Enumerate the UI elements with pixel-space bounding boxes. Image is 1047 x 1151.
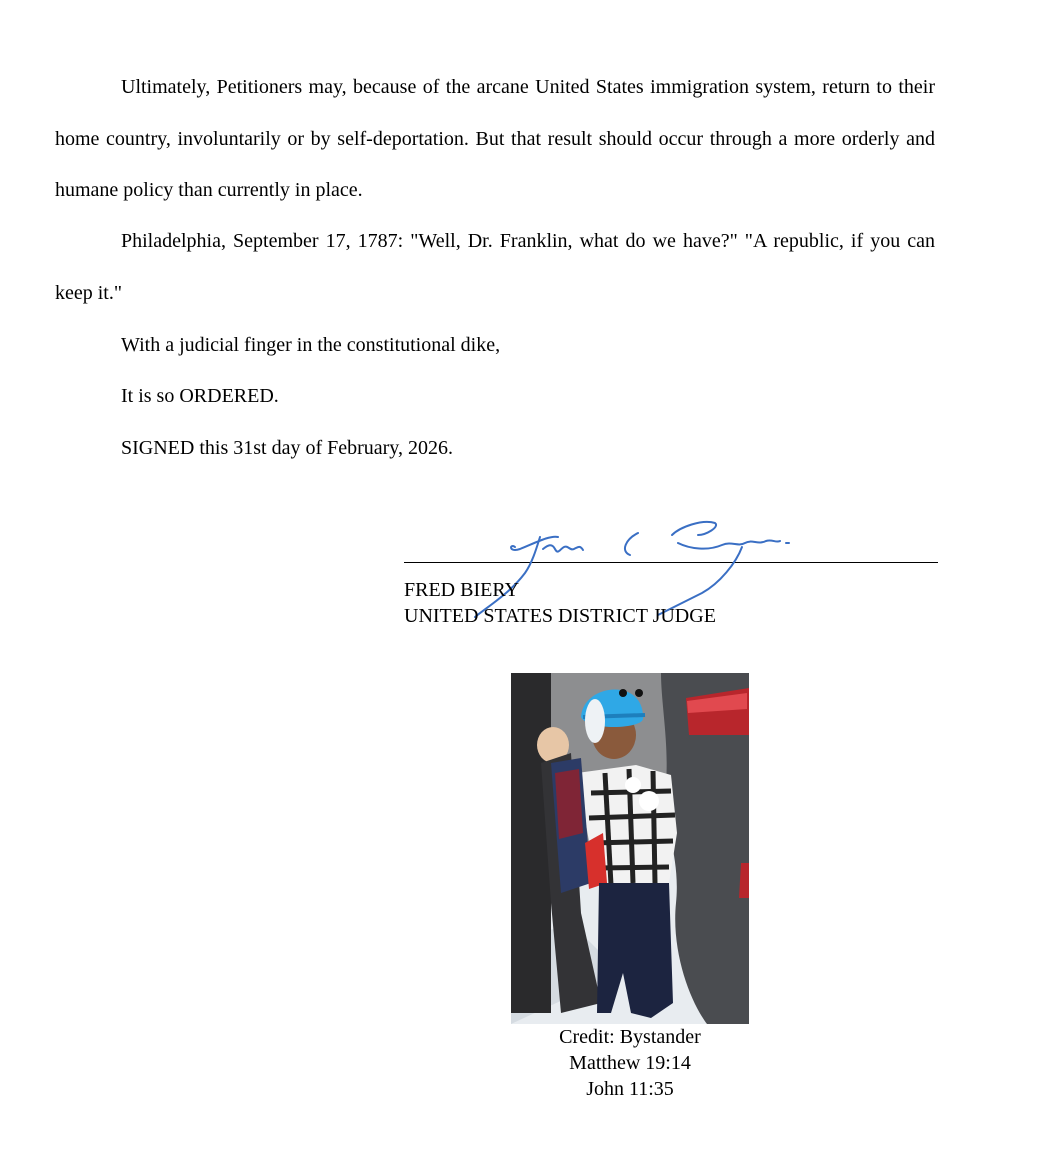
judge-name: FRED BIERY [404,579,520,601]
judge-title: UNITED STATES DISTRICT JUDGE [404,605,716,627]
bible-verse-matthew: Matthew 19:14 [569,1052,691,1074]
paragraph-judicial-finger: With a judicial finger in the constitutional dike, [121,334,501,356]
photo-child-in-blue-hat [511,673,749,1024]
photo-credit: Credit: Bystander [559,1026,701,1048]
bible-verse-john: John 11:35 [586,1078,674,1100]
signature-block [404,577,716,629]
paragraph-franklin-quote: Philadelphia, September 17, 1787: "Well, Dr. Franklin, what do we have?" "A republic, if you can keep it." [55,230,935,304]
photo-caption [520,1024,740,1102]
paragraph-petitioners: Ultimately, Petitioners may, because of the arcane United States immigration system, return to their home country, involuntarily or by self-deportation. But that result should occur through a more orderly and humane policy than currently in place. [55,76,935,201]
paragraph-ordered: It is so ORDERED. [121,385,279,407]
paragraph-signed-date: SIGNED this 31st day of February, 2026. [121,437,454,459]
